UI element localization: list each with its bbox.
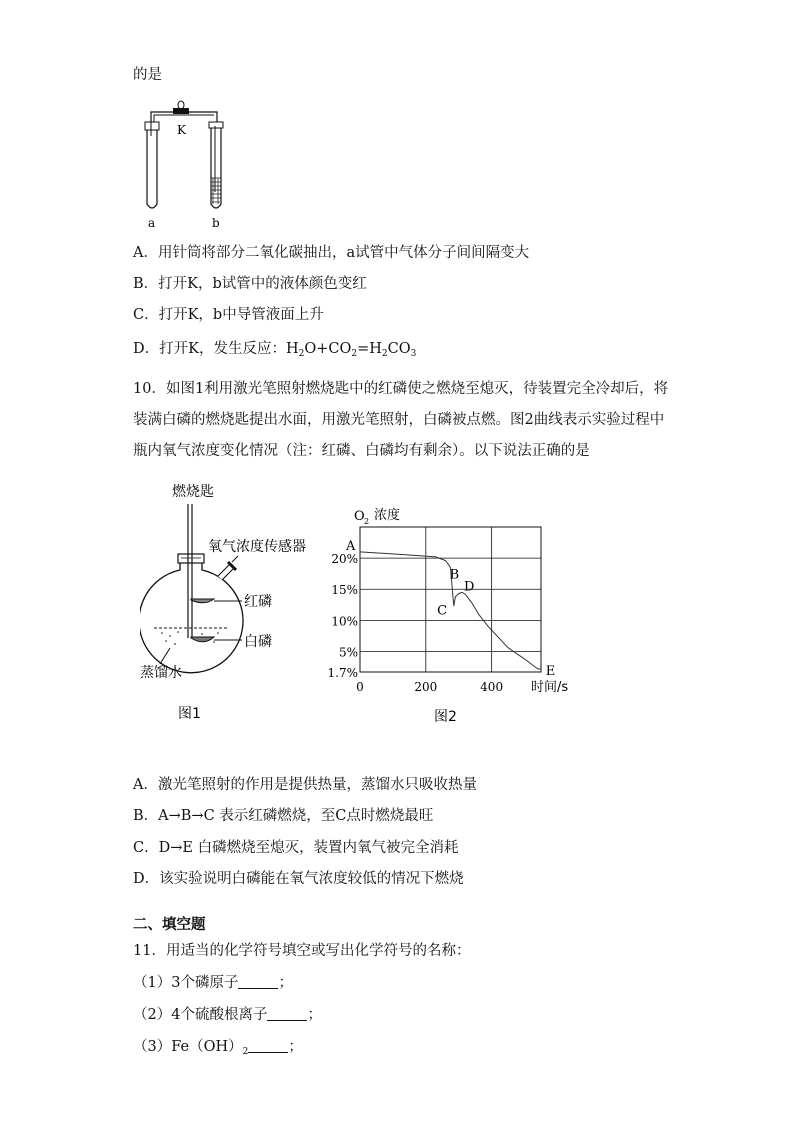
label-white-p: 白磷 xyxy=(244,634,272,650)
q10-option-a: A．激光笔照射的作用是提供热量，蒸馏水只吸收热量 xyxy=(133,777,477,793)
flask-stopper xyxy=(178,554,204,563)
label-sensor: 氧气浓度传感器 xyxy=(208,539,306,555)
svg-text:2: 2 xyxy=(364,517,370,526)
tube-a-stopper xyxy=(145,122,159,130)
q10-fig1-apparatus xyxy=(140,478,330,723)
label-water: 蒸馏水 xyxy=(140,665,182,681)
svg-text:O: O xyxy=(354,509,365,524)
answer-blank-3[interactable] xyxy=(248,1038,288,1053)
q9-option-c: C．打开K，b中导管液面上升 xyxy=(133,307,324,323)
y-tick-label: 1.7% xyxy=(327,666,358,680)
q9-stem-tail: 的是 xyxy=(133,67,162,83)
q10-fig2-chart xyxy=(322,500,582,730)
answer-blank-2[interactable] xyxy=(267,1006,307,1021)
tube-a xyxy=(147,130,157,208)
plot-frame xyxy=(360,527,541,672)
y-tick-label: 5% xyxy=(338,645,358,660)
y-tick-label: 10% xyxy=(331,614,358,629)
point-label-b: B xyxy=(449,567,460,583)
answer-blank-1[interactable] xyxy=(238,974,278,989)
q10-option-b: B．A→B→C 表示红磷燃烧，至C点时燃烧最旺 xyxy=(133,808,434,824)
tube-b xyxy=(211,128,221,208)
q9-test-tube-figure xyxy=(135,96,245,231)
x-tick-label: 400 xyxy=(480,680,504,694)
q9-option-d: D．打开K，发生反应：$H_2O+CO_2=H_2CO_3$ xyxy=(133,341,417,359)
q10-stem-line-2: 装满白磷的燃烧匙提出水面，用激光笔照射，白磷被点燃。图2曲线表示实验过程中 xyxy=(133,412,665,428)
x-tick-label: 200 xyxy=(414,680,438,694)
q11-item-3: $(3)Fe(OH)_2$ ； xyxy=(133,1039,303,1057)
x-tick-label: 0 xyxy=(356,680,364,694)
q10-option-c: C．D→E 白磷燃烧至熄灭，装置内氧气被完全消耗 xyxy=(133,840,459,856)
svg-text:浓度: 浓度 xyxy=(374,508,401,523)
y-tick-label: 15% xyxy=(331,583,358,598)
label-k: K xyxy=(177,123,186,137)
tube-b-stopper xyxy=(209,122,223,128)
fig2-caption: 图2 xyxy=(434,709,457,725)
section-heading: 二、填空题 xyxy=(133,917,206,933)
q11-item-1: （1）3个磷原子 ； xyxy=(133,975,293,991)
label-spoon: 燃烧匙 xyxy=(172,484,214,500)
y-axis-label xyxy=(354,507,400,526)
label-a: a xyxy=(148,216,156,230)
q11-item-2: （2）4个硫酸根离子 ； xyxy=(133,1007,322,1023)
red-phosphorus xyxy=(191,599,214,603)
q11-stem: 11．用适当的化学符号填空或写出化学符号的名称： xyxy=(133,943,471,959)
q9-option-a: A．用针筒将部分二氧化碳抽出，a试管中气体分子间间隔变大 xyxy=(133,245,530,261)
point-label-e: E xyxy=(545,663,556,679)
point-label-c: C xyxy=(437,603,448,619)
label-b: b xyxy=(212,216,220,230)
fig1-caption: 图1 xyxy=(178,706,201,722)
q9-option-b: B．打开K，b试管中的液体颜色变红 xyxy=(133,276,367,292)
point-label-d: D xyxy=(464,579,475,595)
white-phosphorus xyxy=(191,637,214,642)
y-tick-label: 20% xyxy=(331,552,358,567)
q10-stem-line-3: 瓶内氧气浓度变化情况（注：红磷、白磷均有剩余）。以下说法正确的是 xyxy=(133,443,590,459)
q10-option-d: D．该实验说明白磷能在氧气浓度较低的情况下燃烧 xyxy=(133,871,464,887)
q10-stem-line-1: 10．如图1利用激光笔照射燃烧匙中的红磷使之燃烧至熄灭，待装置完全冷却后，将 xyxy=(133,381,669,397)
label-red-p: 红磷 xyxy=(244,594,272,610)
point-label-a: A xyxy=(346,538,356,554)
x-axis-label: 时间/s xyxy=(531,680,569,695)
